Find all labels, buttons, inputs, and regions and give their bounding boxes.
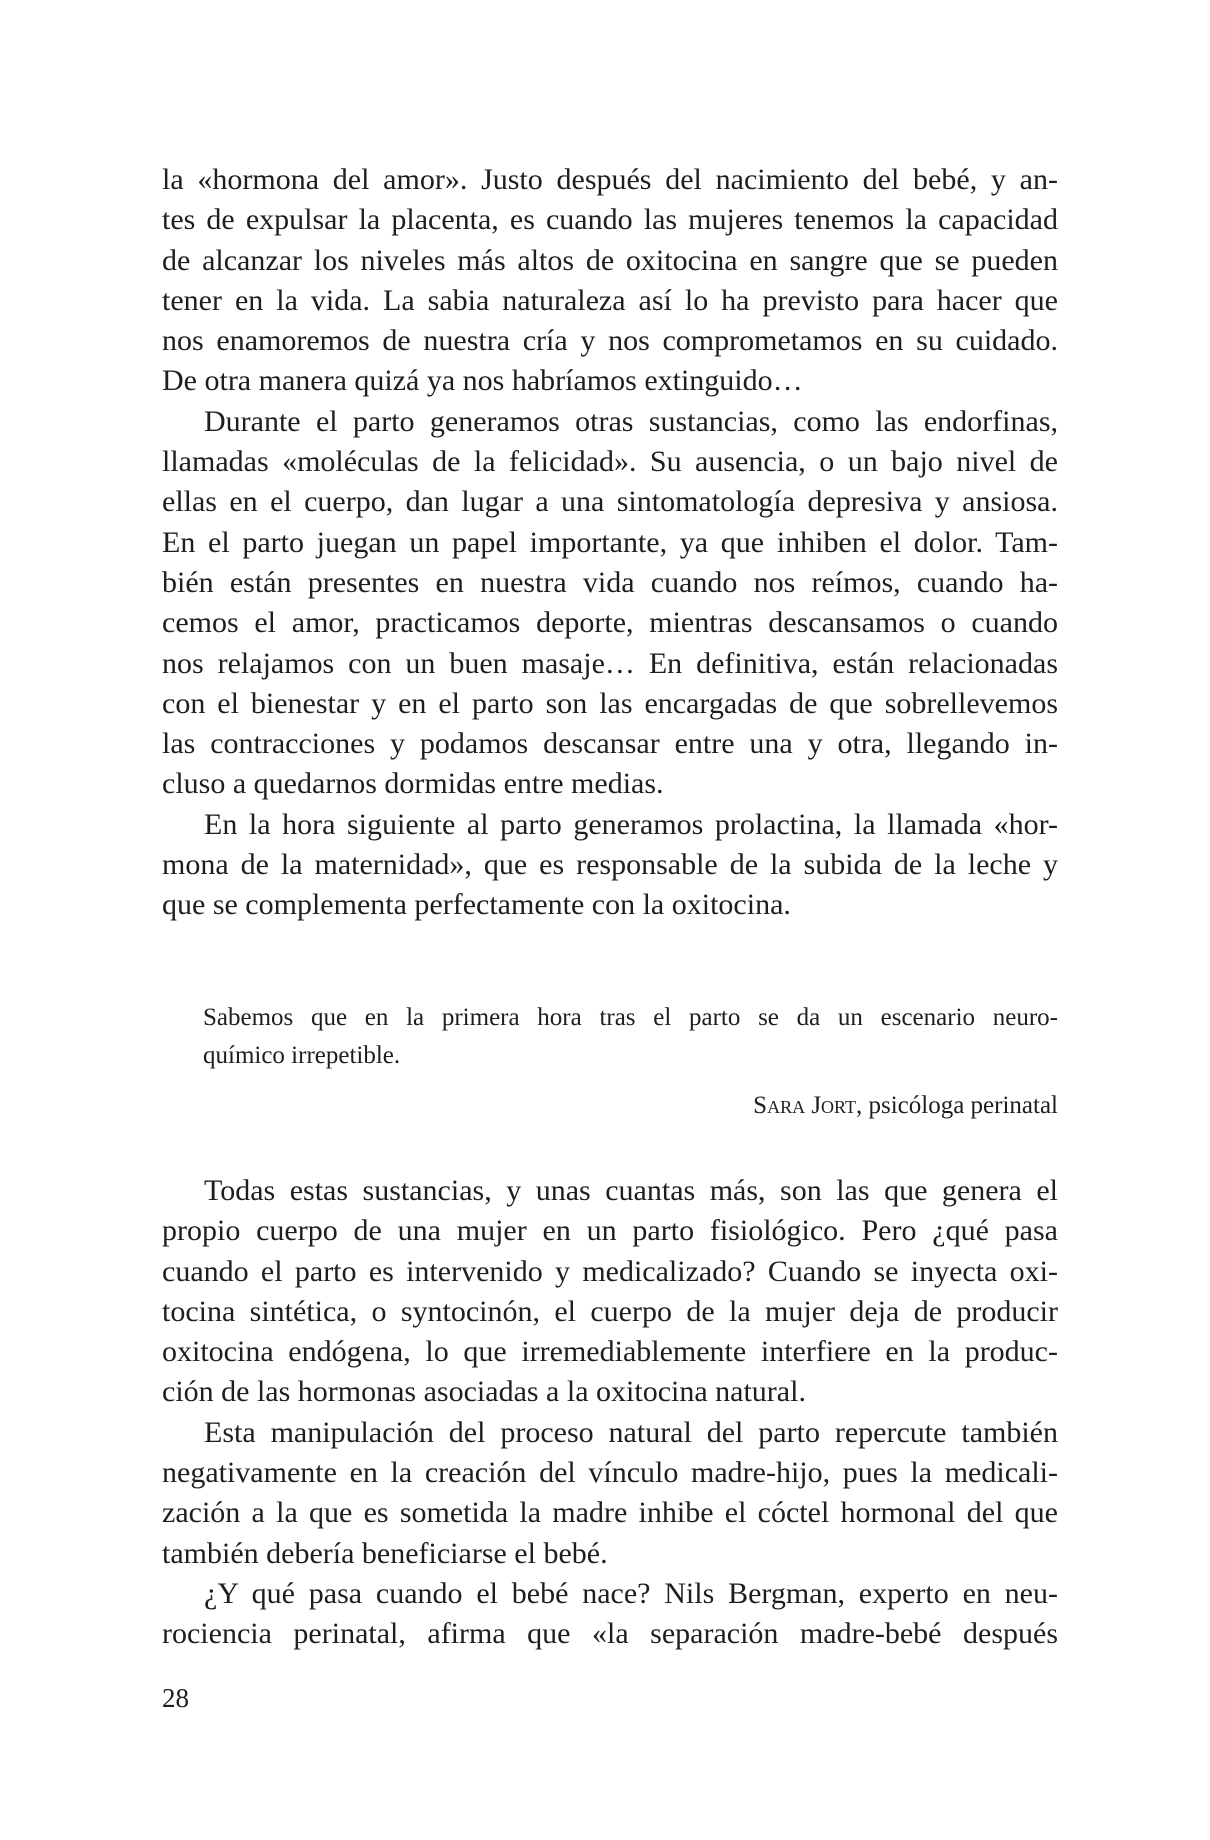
text-line: En la hora siguiente al parto generamos prolactina, la llamada «hor-	[204, 807, 1058, 841]
body-text-bottom	[162, 1171, 1058, 1655]
text-line: que se complementa perfectamente con la oxitocina.	[162, 888, 791, 922]
text-line: oxitocina endógena, lo que irremediablemente interfiere en la produc-	[162, 1335, 1058, 1369]
text-line: En el parto juegan un papel importante, ya que inhiben el dolor. Tam-	[162, 525, 1058, 559]
text-line: nos enamoremos de nuestra cría y nos comprometamos en su cuidado.	[162, 324, 1058, 358]
text-line: mona de la maternidad», que es responsable de la subida de la leche y	[162, 848, 1058, 882]
paragraph	[162, 805, 1058, 926]
text-line: cuando el parto es intervenido y medicalizado? Cuando se inyecta oxi-	[162, 1254, 1058, 1288]
quote-author: Sara Jort	[753, 1092, 856, 1119]
paragraph	[162, 160, 1058, 402]
text-line: nos relajamos con un buen masaje… En definitiva, están relacionadas	[162, 646, 1058, 680]
text-line: ellas en el cuerpo, dan lugar a una sintomatología depresiva y ansiosa.	[162, 485, 1058, 519]
text-line: tes de expulsar la placenta, es cuando las mujeres tenemos la capacidad	[162, 203, 1058, 237]
quote-line: químico irrepetible.	[203, 1042, 401, 1069]
page-number: 28	[162, 1683, 189, 1713]
text-line: de alcanzar los niveles más altos de oxitocina en sangre que se pueden	[162, 243, 1058, 277]
epigraph-quote	[203, 999, 1058, 1075]
text-line: también debería beneficiarse el bebé.	[162, 1536, 608, 1570]
text-line: bién están presentes en nuestra vida cuando nos reímos, cuando ha-	[162, 565, 1058, 599]
text-line: ción de las hormonas asociadas a la oxitocina natural.	[162, 1375, 806, 1409]
quote-author-role: , psicóloga perinatal	[855, 1092, 1058, 1119]
text-line: Esta manipulación del proceso natural del parto repercute también	[204, 1415, 1058, 1449]
text-line: Todas estas sustancias, y unas cuantas más, son las que genera el	[204, 1174, 1058, 1207]
text-line: negativamente en la creación del vínculo madre-hijo, pues la medicali-	[162, 1456, 1058, 1490]
text-line: tener en la vida. La sabia naturaleza así lo ha previsto para hacer que	[162, 283, 1058, 317]
text-line: zación a la que es sometida la madre inhibe el cóctel hormonal del que	[162, 1496, 1058, 1530]
text-line: propio cuerpo de una mujer en un parto fisiológico. Pero ¿qué pasa	[162, 1214, 1058, 1248]
text-line: cemos el amor, practicamos deporte, mientras descansamos o cuando	[162, 606, 1058, 640]
text-line: llamadas «moléculas de la felicidad». Su ausencia, o un bajo nivel de	[162, 445, 1058, 479]
paragraph	[162, 1574, 1058, 1655]
body-text-top	[162, 160, 1058, 926]
text-line: las contracciones y podamos descansar entre una y otra, llegando in-	[162, 727, 1058, 761]
text-line: De otra manera quizá ya nos habríamos extinguido…	[162, 364, 803, 398]
paragraph	[162, 1171, 1058, 1413]
text-line: rociencia perinatal, afirma que «la separación madre-bebé después	[162, 1617, 1058, 1651]
paragraph	[162, 402, 1058, 805]
text-line: la «hormona del amor». Justo después del nacimiento del bebé, y an-	[162, 163, 1058, 196]
quote-line: Sabemos que en la primera hora tras el parto se da un escenario neuro-	[203, 1004, 1058, 1031]
text-line: Durante el parto generamos otras sustancias, como las endorfinas,	[204, 404, 1058, 438]
text-line: con el bienestar y en el parto son las encargadas de que sobrellevemos	[162, 686, 1058, 720]
paragraph	[162, 1413, 1058, 1574]
text-line: tocina sintética, o syntocinón, el cuerpo de la mujer deja de producir	[162, 1294, 1058, 1328]
quote-attribution	[753, 1087, 1058, 1125]
text-line: cluso a quedarnos dormidas entre medias.	[162, 767, 664, 801]
text-line: ¿Y qué pasa cuando el bebé nace? Nils Bergman, experto en neu-	[204, 1576, 1058, 1610]
